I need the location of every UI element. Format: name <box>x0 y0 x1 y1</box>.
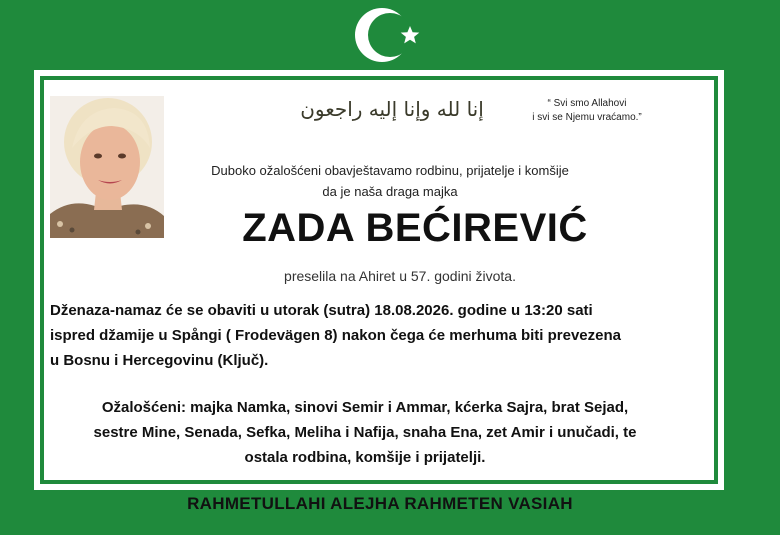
mourners-line: Ožalošćeni: majka Namka, sinovi Semir i Ammar, kćerka Sajra, brat Sejad, <box>101 399 629 416</box>
quran-quote <box>522 97 652 125</box>
intro-line: Duboko ožalošćeni obavještavamo rodbinu, prijatelje i komšije <box>211 163 569 178</box>
passing-text: preselila na Ahiret u 57. godini života. <box>284 268 516 284</box>
intro-line: da je naša draga majka <box>322 184 458 199</box>
mourners-line: sestre Mine, Senada, Sefka, Meliha i Nafija, snaha Ena, zet Amir i unučadi, te <box>93 424 637 441</box>
intro-text <box>170 160 610 202</box>
quote-line: i svi se Njemu vraćamo.” <box>532 112 642 123</box>
quote-line: “ Svi smo Allahovi <box>547 98 627 109</box>
portrait-photo <box>50 96 164 238</box>
funeral-details <box>50 298 720 373</box>
footer-prayer: RAHMETULLAHI ALEJHA RAHMETEN VASIAH <box>187 494 573 513</box>
crescent-star-icon <box>352 6 432 64</box>
deceased-name: ZADA BEĆIREVIĆ <box>242 206 588 250</box>
funeral-line: ispred džamije u Spångi ( Frodevägen 8) nakon čega će merhuma biti prevezena <box>50 327 621 344</box>
funeral-line: Dženaza-namaz će se obaviti u utorak (sutra) 18.08.2026. godine u 13:20 sati <box>50 302 593 319</box>
funeral-line: u Bosnu i Hercegovinu (Ključ). <box>50 352 269 369</box>
mourners-list <box>50 395 680 470</box>
mourners-line: ostala rodbina, komšije i prijatelji. <box>244 449 486 466</box>
svg-text:إنا لله وإنا إليه راجعون: إنا لله وإنا إليه راجعون <box>300 97 484 121</box>
arabic-calligraphy <box>298 84 486 132</box>
